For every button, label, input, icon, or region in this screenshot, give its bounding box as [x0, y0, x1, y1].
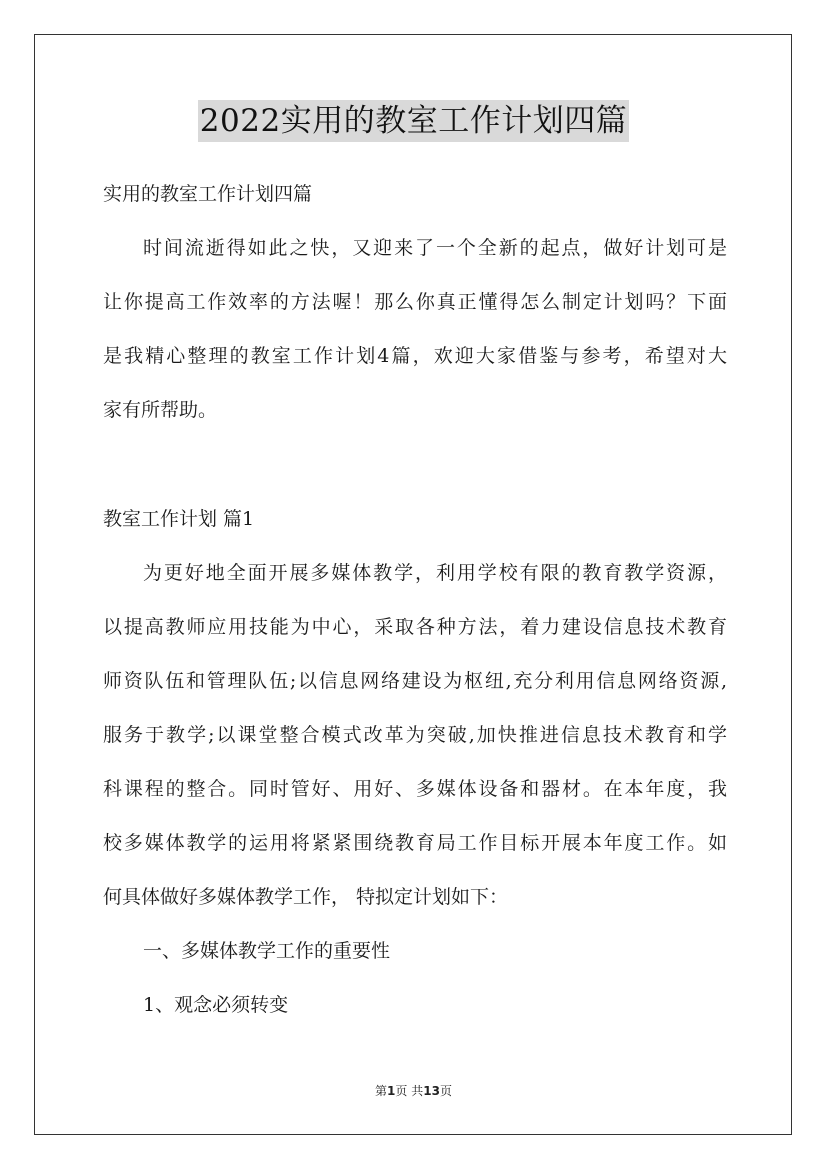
- section-heading: 教室工作计划 篇1: [103, 508, 255, 530]
- body-line: 校多媒体教学的运用将紧紧围绕教育局工作目标开展本年度工作。如: [103, 832, 727, 854]
- document-title: 2022实用的教室工作计划四篇: [198, 100, 629, 142]
- body-line: 为更好地全面开展多媒体教学，利用学校有限的教育教学资源，: [143, 562, 727, 584]
- intro-line: 时间流逝得如此之快，又迎来了一个全新的起点，做好计划可是: [143, 237, 727, 259]
- page-mid: 页 共: [395, 1084, 424, 1098]
- body-line: 何具体做好多媒体教学工作， 特拟定计划如下：: [103, 886, 509, 908]
- page-suffix: 页: [439, 1084, 452, 1098]
- body-line: 以提高教师应用技能为中心，采取各种方法，着力建设信息技术教育: [103, 616, 727, 638]
- page-current: 1: [387, 1084, 396, 1098]
- intro-line: 家有所帮助。: [103, 399, 218, 421]
- page-total: 13: [423, 1084, 440, 1098]
- list-heading: 一、多媒体教学工作的重要性: [143, 940, 391, 962]
- body-line: 服务于教学;以课堂整合模式改革为突破,加快推进信息技术教育和学: [103, 724, 727, 746]
- page-footer: [0, 1083, 827, 1099]
- body-line: 科课程的整合。同时管好、用好、多媒体设备和器材。在本年度，我: [103, 778, 727, 800]
- document-subtitle: 实用的教室工作计划四篇: [103, 183, 313, 205]
- title-container: [0, 100, 827, 142]
- intro-line: 让你提高工作效率的方法喔！那么你真正懂得怎么制定计划吗？下面: [103, 291, 727, 313]
- body-line: 师资队伍和管理队伍;以信息网络建设为枢纽,充分利用信息网络资源,: [103, 670, 727, 692]
- list-item: 1、观念必须转变: [143, 994, 289, 1016]
- page-prefix: 第: [375, 1084, 388, 1098]
- intro-line: 是我精心整理的教室工作计划4篇，欢迎大家借鉴与参考，希望对大: [103, 345, 727, 367]
